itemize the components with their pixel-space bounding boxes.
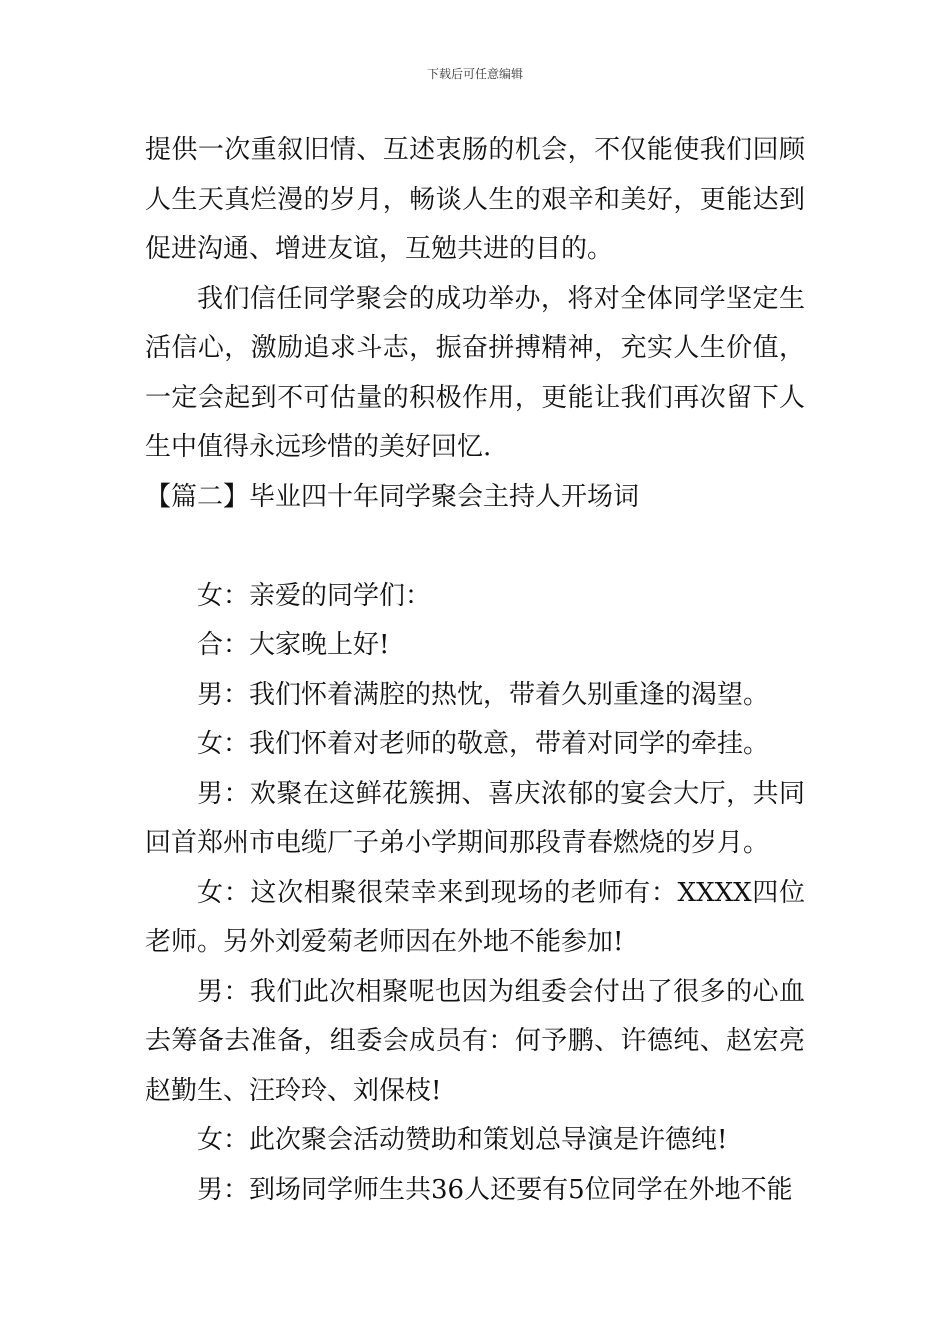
script-line: 男：我们此次相聚呢也因为组委会付出了很多的心血去筹备去准备，组委会成员有：何予鹏、许德纯、赵宏亮赵勤生、汪玲玲、刘保枝!: [145, 976, 805, 1106]
script-line: 男：我们怀着满腔的热忱，带着久别重逢的渴望。: [197, 679, 770, 710]
script-line: 女：我们怀着对老师的敬意，带着对同学的牵挂。: [197, 729, 770, 759]
script-line: 男：欢聚在这鲜花簇拥、喜庆浓郁的宴会大厅，共同回首郑州市电缆厂子弟小学期间那段青春燃烧的岁月。: [145, 778, 805, 858]
script-line: 合：大家晚上好!: [197, 630, 390, 660]
blank-line: [145, 522, 805, 572]
script-line: 女：这次相聚很荣幸来到现场的老师有：XXXX四位老师。另外刘爱菊老师因在外地不能参加!: [145, 877, 805, 957]
paragraph-intro: 提供一次重叙旧情、互述衷肠的机会，不仅能使我们回顾人生天真烂漫的岁月，畅谈人生的艰辛和美好，更能达到促进沟通、增进友谊，互勉共进的目的。: [145, 135, 805, 264]
document-body: [145, 126, 805, 1215]
script-line: 女：亲爱的同学们：: [197, 580, 432, 611]
paragraph-belief: 我们信任同学聚会的成功举办，将对全体同学坚定生活信心，激励追求斗志，振奋拼搏精神，充实人生价值，一定会起到不可估量的积极作用，更能让我们再次留下人生中值得永远珍惜的美好回忆.: [145, 283, 805, 462]
page-header-note: 下载后可任意编辑: [426, 67, 523, 81]
script-line: 女：此次聚会活动赞助和策划总导演是许德纯!: [197, 1125, 728, 1155]
section-heading: 【篇二】毕业四十年同学聚会主持人开场词: [145, 481, 640, 512]
script-line: 男：到场同学师生共36人还要有5位同学在外地不能: [197, 1174, 793, 1205]
